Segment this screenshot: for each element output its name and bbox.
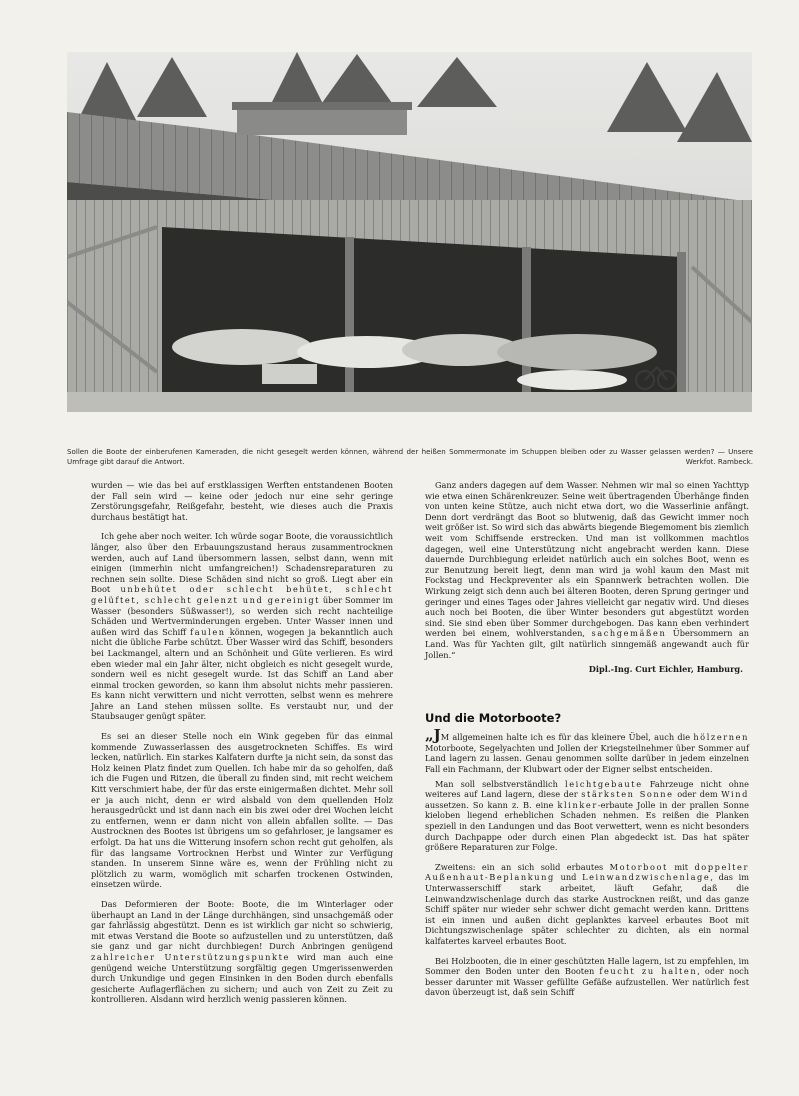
right-p3-spaced-1: leichtgebaute [564, 778, 643, 789]
right-p2-spaced: hölzernen [693, 732, 749, 743]
left-p2-spaced-1: unbehütet oder schlecht behütet, schlecht gelüftet, schlecht gelenzt und gereinigt [91, 584, 393, 605]
right-paragraph-5 [425, 956, 749, 998]
right-p3-text-c: oder dem [677, 789, 718, 800]
right-p3-text-d: aussetzen. So kann z. B. eine [425, 799, 554, 810]
right-p1-text-b: Übersommern an Land. Was für Yachten gilt, gilt natürlich sinngemäß angewandt auch für Jollen.“ [425, 628, 749, 660]
section-heading: Und die Motorboote? [425, 710, 562, 725]
right-p5-text-a: Bei Holzbooten, die in einer geschützten Halle lagern, ist zu empfehlen, im Sommer den Boden unter den Booten [425, 955, 749, 977]
right-p2-text-b: Motorboote, Segelyachten und Jollen der Kriegsteilnehmer über Sommer auf Land lagern zu lassen. Genau genommen sollte darüber in jedem einzelnen Fall ein Fachmann, der Klubwart oder der Eigner selbst entscheiden. [425, 742, 749, 775]
boathouse-illustration [67, 52, 752, 412]
left-paragraph-1: wurden — wie das bei auf erstklassigen Werften entstandenen Booten der Fall sein wird — keine oder jedoch nur eine sehr geringe Zerstörungsgefahr, Reißgefahr, besteht, wie dieses auch die Praxis durchaus bestätigt hat. [91, 480, 393, 522]
photo-credit: Werkfot. Rambeck. [685, 457, 753, 466]
right-p4-spaced-1: Motorboot [609, 861, 668, 872]
left-p2-text-c: können, wogegen ja bekanntlich auch nicht die übliche Farbe schützt. Über Wasser wird das Schiff, besonders bei Lackmangel, altern und an Schönheit und Güte verlieren. Es wird eben wieder mal ein Jahr älter, nicht obgleich es nicht gesegelt wurde, sondern weil es nicht gesegelt wurde. Ist das Schiff an Land aber einmal trocken geworden, so kann ihm absolut nichts mehr passieren. Es kann nicht verwittern und nicht verrotten, selbst wenn es mehrere Jahre an Land stehen müssen sollte. Es verstaubt nur, und der Staubsauger genügt später. [91, 626, 394, 722]
left-column [91, 480, 393, 1009]
right-p4-text-c: und [560, 872, 577, 883]
right-p3-spaced-4: klinker [557, 799, 598, 810]
right-p3-spaced-3: Wind [721, 789, 749, 800]
photo-caption [67, 447, 753, 467]
left-paragraph-2 [91, 531, 393, 722]
right-p3-text-a: Man soll selbstverständlich [435, 778, 558, 789]
right-p5-text-b: , oder noch besser darunter mit Wasser gefüllte Gefäße aufzustellen. Wer natürlich fest davon überzeugt ist, daß sein Schiff [425, 966, 749, 998]
right-p5-spaced: feucht zu halten [599, 966, 698, 977]
left-p4-spaced: zahlreicher Unterstützungspunkte [91, 951, 290, 962]
left-paragraph-3: Es sei an dieser Stelle noch ein Wink gegeben für das einmal kommende Zuwasserlassen des ausgetrockneten Schiffes. Es wird lecken, natürlich. Ein starkes Kalfatern durfte ja nicht sein, da sonst das Holz keinen Platz findet zum Quellen. Ich habe mir da so geholfen, daß ich die Fugen und Ritzen, die überall zu finden sind, mit recht weichem Kitt verschmiert habe, der für das erste einigermaßen dichtet. Mehr soll er ja auch nicht, denn er wird alsbald von dem quellenden Holz herausgedrückt und ist dann nach ein bis zwei oder drei Wochen leicht zu entfernen, wenn er dann nicht von allein abfallen sollte. — Das Austrocknen des Bootes ist übrigens um so gefahrloser, je langsamer es erfolgt. Da hat uns die Witterung insofern schon recht gut geholfen, als für das langsame Vortrocknen Herbst und Winter zur Verfügung standen. In unserem Sinne wäre es, wenn der Frühling nicht zu plötzlich zu warm, womöglich mit scharfen trockenen Ostwinden, einsetzen würde. [91, 731, 393, 890]
right-column [425, 480, 749, 1002]
right-p3-text-b: Fahrzeuge nicht ohne weiteres auf Land lagern, diese der [425, 778, 750, 800]
left-p2-text-a: Ich gehe aber noch weiter. Ich würde sogar Boote, die voraussichtlich länger, also über den Erbauungszustand heraus zusammentrocknen werden, auch auf Land übersommern lassen, selbst dann, wenn mit einigen (immerhin nicht umfangreichen!) Schadensreparaturen zu rechnen sein sollte. Diese Schäden sind nicht so groß. Liegt aber ein Boot [91, 531, 393, 595]
left-p2-text-b: über Sommer im Wasser (besonders Süßwasser!), so werden sich recht nachteilige Schäden und Wertverminderungen ergeben. Unter Wasser innen und außen wird das Schiff [91, 594, 393, 637]
left-p2-spaced-2: faulen [190, 626, 226, 637]
right-paragraph-3 [425, 779, 749, 853]
right-p3-text-e: -erbaute Jolle in der prallen Sonne kieloben liegend erheblichen Schaden nehmen. Es reißen die Planken speziell in den Landungen und das Boot verwettert, wenn es nicht besonders durch Dachpappe oder durch einen Plan abgedeckt ist. Das hat später größere Reparaturen zur Folge. [425, 799, 750, 853]
right-p4-text-a: Zweitens: ein an sich solid erbautes [435, 861, 604, 872]
right-p1-spaced: sachgemäßen [591, 628, 667, 639]
right-paragraph-4 [425, 862, 749, 947]
left-paragraph-4 [91, 899, 393, 1005]
right-paragraph-2 [425, 726, 749, 775]
right-p4-text-b: mit [674, 861, 689, 872]
author-signature: Dipl.-Ing. Curt Eichler, Hamburg. [588, 664, 743, 675]
right-p4-spaced-3: Leinwandzwischenlage [582, 872, 711, 883]
left-p4-text-a: Das Deformieren der Boote: Boote, die im Winterlager oder überhaupt an Land in der Länge durchhängen, sind unsachgemäß oder gar fahrlässig abgestützt. Denn es ist wirklich gar nicht so schwierig, mit etwas Verstand die Boote so aufzustellen und zu unterstützen, daß sie ganz und gar nicht durchbiegen! Durch Anbringen genügend [91, 898, 393, 952]
caption-text: Sollen die Boote der einberufenen Kameraden, die nicht gesegelt werden können, während der heißen Sommermonate im Schuppen bleiben oder zu Wasser gelassen werden? — Unsere Umfrage gibt darauf die Antwort. [67, 447, 753, 466]
drop-cap: „J [425, 726, 441, 745]
right-p2-text-a: M allgemeinen halte ich es für das kleinere Übel, auch die [440, 732, 691, 743]
right-paragraph-1 [425, 480, 749, 660]
right-p4-spaced-2: doppelter Außenhaut-Beplankung [425, 861, 750, 883]
right-p1-text-a: Ganz anders dagegen auf dem Wasser. Nehmen wir mal so einen Yachttyp wie etwa einen Schärenkreuzer. Seine weit übertragenden Überhänge finden von unten keine Stütze, auch nicht etwa dort, wo die Wasserlinie anfängt. Denn dort verdrängt das Boot so blutwenig, daß das Gewicht immer noch weit größer ist. So wird sich das abwärts biegende Biegemoment bis ziemlich weit vom Schiffsende erstrecken. Und man ist vollkommen machtlos dagegen, weil eine Unterstützung nicht angebracht werden kann. Diese dauernde Durchbiegung erleidet natürlich auch ein solches Boot, wenn es zur Benutzung bereit liegt, denn man wird ja wohl kaum den Mast mit Fockstag und Heckpreventer als ein Spannwerk betrachten wollen. Die Wirkung zeigt sich denn auch bei älteren Booten, deren Sprung geringer und geringer und eines Tages oder Jahres vielleicht gar negativ wird. Und dieses auch noch bei Booten, die über Winter besonders gut abgestützt worden sind. Sie sind eben über Sommer durchgebogen. Das kann eben verhindert werden bei einem, wohlverstanden, [425, 480, 749, 639]
right-p3-spaced-2: stärksten Sonne [581, 789, 674, 800]
boathouse-photo [67, 52, 752, 412]
left-p4-text-b: wird man auch eine genügend weiche Unterstützung sorgfältig gegen Umgerissenwerden durch Unkundige und gegen Einsinken in den Boden durch ebenfalls gesicherte Auflagerflächen zu sichern; und auch von Zeit zu Zeit zu kontrollieren. Alsdann wird herzlich wenig passieren können. [91, 951, 393, 1005]
right-p4-text-d: , das im Unterwasserschiff stark arbeitet, läuft Gefahr, daß die Leinwandzwischenlage durch das starke Austrocknen reißt, und das ganze Schiff später nur wieder sehr schwer dicht gemacht werden kann. Drittens ist ein innen und außen dicht geplanktes karveel erbautes Boot mit Dichtungszwischenlage später schlechter zu dichten, als ein normal kalfatertes karveel erbautes Boot. [425, 872, 750, 946]
